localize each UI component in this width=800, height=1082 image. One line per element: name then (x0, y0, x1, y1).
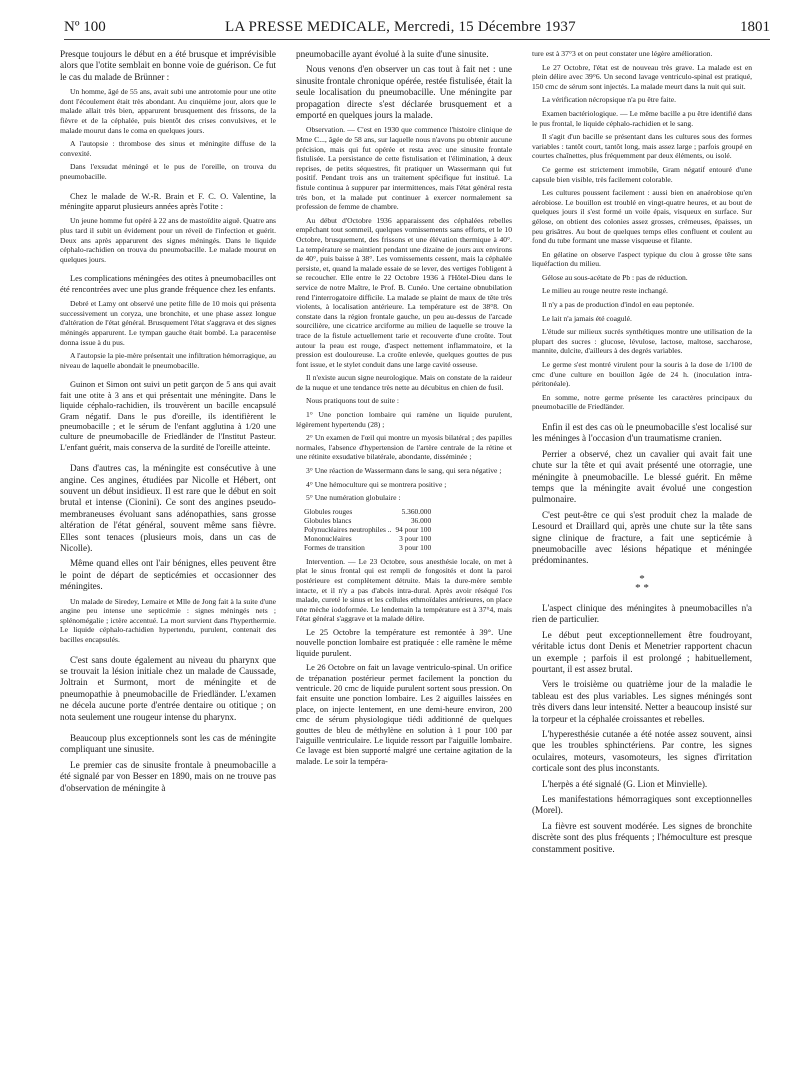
paragraph: C'est peut-être ce qui s'est produit chez la malade de Lesourd et Draillard qui, après une chute sur la tête sans signe clinique de fracture, a fait une septicémie à pneumobacille avec lésions hépatique et méningée prédominantes. (532, 509, 752, 566)
paragraph: Le germe s'est montré virulent pour la souris à la dose de 1/100 de cmc d'une culture en bouillon âgée de 24 h. (inoculation intra-péritonéale). (532, 360, 752, 389)
paragraph: Le 25 Octobre la température est remontée à 39°. Une nouvelle ponction lombaire est pratiquée : elle ramène le même liquide purulent. (296, 627, 512, 658)
paragraph: Gélose au sous-acétate de Pb : pas de réduction. (542, 272, 688, 282)
paragraph: Beaucoup plus exceptionnels sont les cas de méningite compliquant une sinusite. (60, 733, 276, 755)
table-value: 5.360.000 (401, 506, 432, 516)
paragraph: Dans d'autres cas, la méningite est consécutive à une angine. Ces angines, étudiées par Nicolle et Hébert, ont souvent un début insidieux. Il est rare que le début en soit brutal et intense (Cionini). Ce sont des angines pseudo-membraneuses évoluant sans adénopathies, sans grosse altération de l'état général, souvent même sans fièvre. Elles sont tenaces (plusieurs mois, dans un cas de Nicolle). (60, 463, 276, 553)
table-label: Globules blancs (304, 515, 352, 525)
paragraph: Debré et Lamy ont observé une petite fille de 10 mois qui présenta successivement un coryza, une bronchite, et une phase assez longue d'altération de l'état général. Brusquement l'état s'aggrava et des signes méningés apparurent. Le tympan gauche était bombé. La paracentèse donna issue à du pus. (60, 299, 276, 347)
paragraph: Nous pratiquons tout de suite : (306, 396, 400, 406)
table-row (304, 516, 435, 525)
table-value: 94 pour 100 (395, 524, 432, 534)
paragraph: Un homme, âgé de 55 ans, avait subi une antrotomie pour une otite dont l'écoulement était très abondant. Au cinquième jour, alors que le malade allait très bien, apparurent brusquement des frissons, de la fièvre et de la céphalée, puis bientôt des crises convulsives, et le malade mourut dans le coma en quelques jours. (60, 87, 276, 135)
paragraph: L'étude sur milieux sucrés synthétiques montre une utilisation de la plupart des sucres : glucose, lévulose, lactose, maltose, saccharose, mannite, dulcite, d'ailleurs à des degrés variables. (532, 327, 752, 356)
paragraph: 2° Un examen de l'œil qui montre un myosis bilatéral ; des papilles normales, l'absence d'hypertension de l'artère centrale de la rétine et une rétinite exsudative bilatérale, abondante, disséminée ; (296, 433, 512, 462)
paragraph: Dans l'exsudat méningé et le pus de l'oreille, on trouva du pneumobacille. (60, 162, 276, 181)
paragraph: Il n'y a pas de production d'indol en eau peptonée. (542, 300, 695, 310)
page-header (64, 17, 770, 40)
paragraph: Les manifestations hémorragiques sont exceptionnelles (Morel). (532, 793, 752, 816)
text-column-1 (60, 49, 276, 1059)
paragraph: Perrier a observé, chez un cavalier qui avait fait une chute sur la tête et qui avait présenté une otorragie, une méningite à pneumobacille. Le blessé guérit. En même temps que la méningite avait évolué une congestion pulmonaire. (532, 448, 752, 505)
paragraph: Enfin il est des cas où le pneumobacille s'est localisé sur les méninges à l'occasion d'un traumatisme cranien. (532, 422, 752, 444)
paragraph: L'aspect clinique des méningites à pneumobacilles n'a rien de particulier. (532, 602, 752, 625)
table-value: 3 pour 100 (399, 542, 432, 552)
paragraph: En gélatine on observe l'aspect typique du clou à grosse tête sans liquéfaction du milieu. (532, 249, 752, 269)
paragraph: Vers le troisième ou quatrième jour de la maladie le tableau est des plus variables. Les signes méningés sont très divers dans leur intensité. Netter a beaucoup insisté sur la torpeur et la céphalée croissantes et rebelles. (532, 679, 752, 724)
paragraph: Il s'agit d'un bacille se présentant dans les cultures sous des formes variables : tantôt court, tantôt long, mais assez large ; parfois groupé en courtes chaînettes, plus fréquemment par deux éléments, ou isolé. (532, 132, 752, 161)
paragraph: Un malade de Siredey, Lemaire et Mlle de Jong fait à la suite d'une angine peu intense une septicémie : signes méningés nets ; splénomégalie ; ictère accentué. La mort survient dans l'hyperthermie. Le liquide céphalo-rachidien hypertendu, purulent, contenait des bacilles encapsulés. (60, 596, 276, 644)
paragraph: Chez le malade de W.-R. Brain et F. C. O. Valentine, la méningite apparut plusieurs années après l'otite : (60, 191, 276, 211)
blood-count-table (304, 507, 435, 552)
paragraph: Il n'existe aucun signe neurologique. Mais on constate de la raideur de la nuque et une tendance très nette au décubitus en chien de fusil. (296, 373, 512, 392)
table-label: Polynucléaires neutrophiles .. (304, 524, 392, 534)
text-column-3 (532, 49, 752, 1059)
paragraph: Le 26 Octobre on fait un lavage ventriculo-spinal. Un orifice de trépanation postérieur permet facilement la ponction du ventricule. 20 cmc de liquide purulent sortent sous pression. On fait ensuite une ponction lombaire. Les 2 aiguilles laissées en place, on injecte lentement, en une demi-heure environ, 200 cmc de sérum physiologique tiédi additionné de quelques gouttes de bleu de méthylène en solution à 1 pour 100 par l'aiguille ventriculaire. Le liquide ressort par l'aiguille lombaire. Ce lavage est bien supporté malgré une certaine agitation de la malade. Le soir la tempéra- (296, 663, 512, 766)
issue-number: Nº 100 (64, 19, 106, 35)
paragraph: Nous venons d'en observer un cas tout à fait net : une sinusite frontale chronique opérée, restée fistulisée, était la seule localisation du pneumobacille. Une méningite par propagation directe s'est déclarée brusquement et a emporté en quelques jours la malade. (296, 64, 512, 121)
paragraph: C'est sans doute également au niveau du pharynx que se trouvait la lésion initiale chez un malade de Caussade, Joltrain et Surmont, mort de méningite et de pneumopathie à pneumobacille de Friedländer. L'examen ne décela aucune porte d'entrée dentaire ou otitique ; on nota seulement une rougeur intense du pharynx. (60, 654, 276, 722)
paragraph: pneumobacille ayant évolué à la suite d'une sinusite. (296, 49, 489, 59)
journal-title: LA PRESSE MEDICALE, Mercredi, 15 Décembre 1937 (225, 19, 576, 35)
paragraph: Au début d'Octobre 1936 apparaissent des céphalées rebelles empêchant tout sommeil, quelques vomissements sans efforts, et le 10 Octobre, brusquement, des frissons et une élévation thermique à 40°. La température se maintient pendant une dizaine de jours aux environs de 40°, puis baisse à 38°. Les vomissements cessent, mais la céphalée persiste, et, quand la malade essaie de se lever, des vertiges l'obligent à se recoucher. Elle entre le 22 Octobre 1936 à l'Hôtel-Dieu dans le service de notre Maître, le Prof. B. Cunéo. Une certaine obnubilation rend l'interrogatoire difficile. La malade se plaint de maux de tête très violents, à localisation antérieure. La température est de 38°8. On constate dans la région frontale gauche, un peu au-dessus de l'arcade sourcilière, une cicatrice arciforme au milieu de laquelle se trouve la trace de la fistule actuellement tarie et recouverte d'une croûte. Tout autour la peau est rouge, d'aspect nettement inflammatoire, et la pression est douloureuse. La croûte enlevée, quelques gouttes de pus font issue, et le stylet conduit dans une large cavité osseuse. (296, 215, 512, 369)
table-row (304, 525, 435, 534)
table-row (304, 507, 435, 516)
paragraph: Le lait n'a jamais été coagulé. (542, 313, 632, 323)
paragraph: A l'autopsie la pie-mère présentait une infiltration hémorragique, au niveau de laquelle abondait le pneumobacille. (60, 351, 276, 370)
paragraph: 3° Une réaction de Wassermann dans le sang, qui sera négative ; (306, 466, 502, 476)
table-row (304, 543, 435, 552)
paragraph: Même quand elles ont l'air bénignes, elles peuvent être le point de départ de septicémies et occasionner des méningites. (60, 558, 276, 592)
paragraph: Ce germe est strictement immobile, Gram négatif entouré d'une capsule bien visible, très facilement colorable. (532, 164, 752, 184)
text-column-2 (296, 49, 512, 1059)
paragraph: A l'autopsie : thrombose des sinus et méningite diffuse de la convexité. (60, 139, 276, 158)
table-label: Formes de transition (304, 542, 365, 552)
paragraph: 1° Une ponction lombaire qui ramène un liquide purulent, légèrement hypertendu (28) ; (296, 410, 512, 429)
paragraph: Presque toujours le début en a été brusque et imprévisible alors que l'otite semblait en bonne voie de guérison. Ce fut le cas du malade de Brünner : (60, 49, 276, 82)
table-value: 36.000 (410, 515, 432, 525)
paragraph: Le milieu au rouge neutre reste inchangé. (542, 286, 668, 296)
paragraph: Le début peut exceptionnellement être foudroyant, véritable ictus dont Denis et Menetrier rapportent chacun un exemple ; parfois il est prolongé ; habituellement, pourtant, il est assez brutal. (532, 629, 752, 674)
paragraph: Un jeune homme fut opéré à 22 ans de mastoïdite aiguë. Quatre ans plus tard il subit un évidement pour un réveil de l'infection et guérit. Deux ans après apparurent des signes méningés. Dans le liquide céphalo-rachidien on trouva du pneumobacille. Le malade mourut en quelques jours. (60, 216, 276, 264)
paragraph: En somme, notre germe présente les caractères principaux du pneumobacille de Friedländer. (532, 392, 752, 412)
table-value: 3 pour 100 (399, 533, 432, 543)
paragraph: Le 27 Octobre, l'état est de nouveau très grave. La malade est en plein délire avec 39°6. Un second lavage ventriculo-spinal est pratiqué, 150 cmc de sérum sont injectés. La malade meurt dans la nuit qui suit. (532, 62, 752, 91)
paragraph: ture est à 37°3 et on peut constater une légère amélioration. (532, 49, 713, 58)
table-label: Mononucléaires (304, 533, 352, 543)
paragraph: La vérification nécropsique n'a pu être faite. (542, 95, 676, 105)
paragraph: Examen bactériologique. — Le même bacille a pu être identifié dans le pus frontal, le liquide céphalo-rachidien et le sang. (532, 108, 752, 128)
table-label: Globules rouges (304, 506, 353, 516)
paragraph: 4° Une hémoculture qui se montrera positive ; (306, 479, 447, 489)
paragraph: Observation. — C'est en 1930 que commence l'histoire clinique de Mme C..., âgée de 58 ans, sur laquelle nous n'avons pu obtenir aucune précision, mais qui fut opérée et resta avec une sinusite frontale fistulisée. La persistance de cette fistulisation et l'élimination, à deux reprises, de petits séquestres, fit pratiquer un Wassermann qui fut positif. Pendant trois ans un traitement spécifique fut institué. La fistule continua à suppurer par intermittences, mais l'état général resta très bon, et la malade put continuer à exercer normalement sa profession de femme de chambre. (296, 125, 512, 212)
paragraph: L'hyperesthésie cutanée a été notée assez souvent, ainsi que les troubles sphinctériens. Par contre, les signes oculaires, moteurs, vasomoteurs, les signes d'irritation corticale sont des plus inconstants. (532, 728, 752, 774)
table-row (304, 534, 435, 543)
paragraph: Intervention. — Le 23 Octobre, sous anesthésie locale, on met à plat le sinus frontal qui est rempli de fongosités et dont la paroi postérieure est complètement détruite. Mais la dure-mère semble intacte, et il n'y a pas d'abcès intra-dural. Après avoir réséqué l'os malade, cureté le sinus et les cellules ethmoïdales antérieures, on place une mèche iodoformée. Le lendemain la température est à 37°4, mais l'état général s'aggrave et la malade délire. (296, 556, 512, 624)
paragraph: Les cultures poussent facilement : aussi bien en anaérobiose qu'en aérobiose. Le bouillon est troublé en vingt-quatre heures, et au bout de quelques jours il s'est formé un voile épais, visqueux en surface. Sur gélose, on obtient des colonies assez grosses, crémeuses, épaisses, un peu grisâtres. Au bout de quelques temps elles confluent et coulent au fond du tube formant une masse visqueuse et filante. (532, 188, 752, 246)
section-separator: * * * (635, 572, 649, 594)
page-number: 1801 (740, 19, 770, 35)
paragraph: Les complications méningées des otites à pneumobacilles ont été rencontrées avec une plus grande fréquence chez les enfants. (60, 274, 276, 294)
paragraph: L'herpès a été signalé (G. Lion et Minvielle). (542, 778, 708, 789)
paragraph: Guinon et Simon ont suivi un petit garçon de 5 ans qui avait fait une otite à 3 ans et qui présentait une méningite. Dans le liquide céphalo-rachidien, ils trouvèrent un bacille encapsulé Gram négatif. Dans le pus d'oreille, ils identifièrent le pneumobacille ; et le sérum de l'enfant agglutina à 1/20 une culture de pneumobacille de Friedländer de l'Institut Pasteur. L'enfant guérit, mais conserva de la surdité de l'oreille atteinte. (60, 380, 276, 452)
paragraph: La fièvre est souvent modérée. Les signes de bronchite discrète sont des plus fréquents ; l'hémoculture est presque constamment positive. (532, 820, 752, 854)
paragraph: Le premier cas de sinusite frontale à pneumobacille a été signalé par von Besser en 1890, mais on ne trouve pas d'observation de méningite à (60, 759, 276, 793)
paragraph: 5° Une numération globulaire : (306, 493, 401, 503)
